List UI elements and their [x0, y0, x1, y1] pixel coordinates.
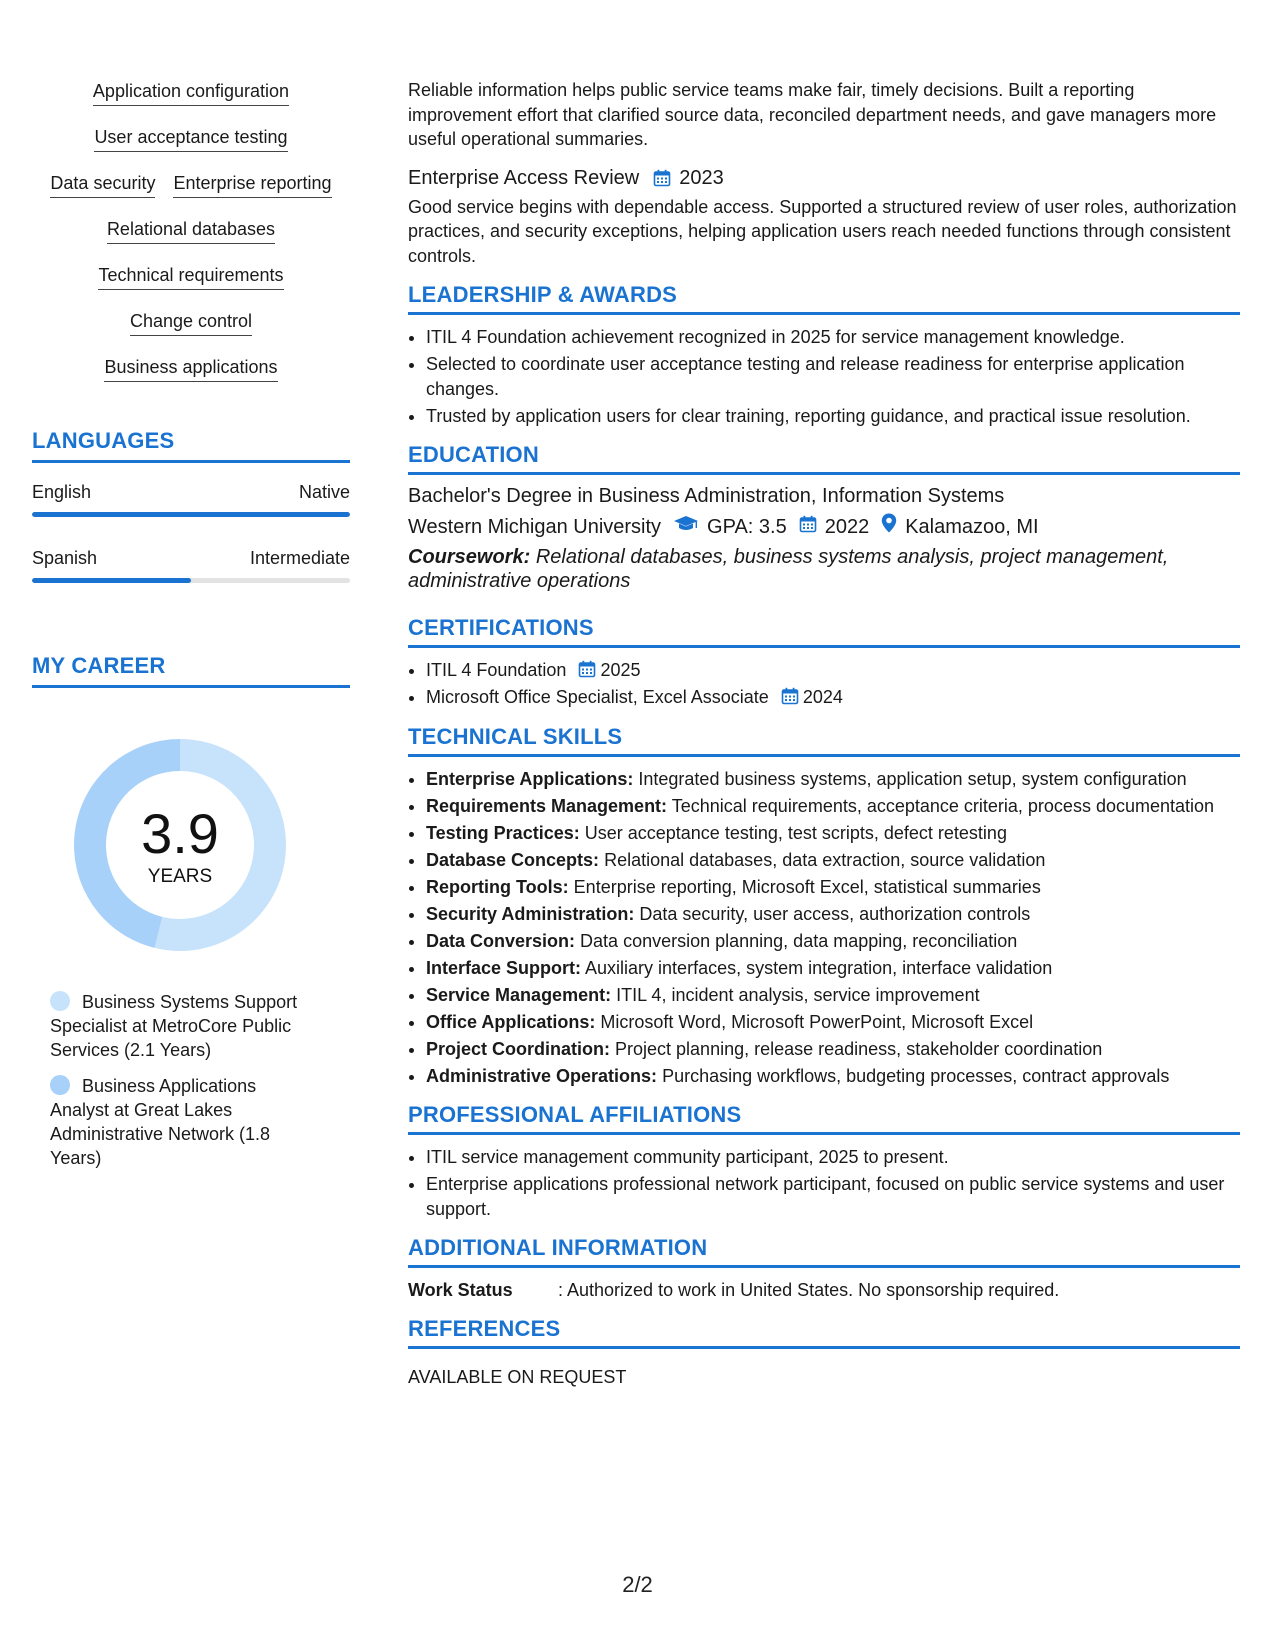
education-title: EDUCATION	[408, 442, 1240, 475]
education-coursework	[408, 545, 1240, 593]
career-total: 3.9	[141, 802, 219, 865]
technical-skill-label: Security Administration:	[426, 903, 635, 924]
skill-tag: Application configuration	[93, 80, 289, 106]
career-legend-item	[50, 1074, 310, 1170]
certification-item	[426, 685, 1240, 710]
technical-skills-list	[426, 767, 1240, 1089]
certification-item	[426, 658, 1240, 683]
skill-row	[93, 80, 289, 106]
language-row	[32, 481, 350, 503]
technical-skill-label: Requirements Management:	[426, 795, 668, 816]
technical-skill-text: Auxiliary interfaces, system integration, interface validation	[585, 957, 1053, 978]
location-pin-icon	[881, 513, 897, 541]
technical-skill-label: Administrative Operations:	[426, 1065, 658, 1086]
work-status-label: Work Status	[408, 1280, 513, 1300]
technical-skill-item	[426, 1037, 1240, 1062]
list-item: • Trusted by application users for clear training, reporting guidance, and practical issue resolution.	[426, 404, 1240, 429]
language-name: Spanish	[32, 548, 98, 568]
technical-skill-label: Data Conversion:	[426, 930, 576, 951]
skill-row	[104, 356, 277, 382]
technical-skill-text: Integrated business systems, application setup, system configuration	[638, 768, 1187, 789]
legend-dot-icon	[50, 991, 70, 1011]
skill-tags	[32, 80, 350, 402]
career-title: MY CAREER	[32, 653, 350, 688]
technical-skill-label: Service Management:	[426, 984, 612, 1005]
career-unit: YEARS	[147, 866, 213, 887]
calendar-icon	[653, 169, 671, 187]
certifications-list	[426, 658, 1240, 710]
education-gpa: GPA: 3.5	[707, 516, 787, 538]
list-item: • Enterprise applications professional network participant, focused on public service systems and user support.	[426, 1172, 1240, 1221]
career-role-label: Business Applications Analyst at Great Lakes Administrative Network (1.8 Years)	[50, 1076, 271, 1168]
project-description: Good service begins with dependable access. Supported a structured review of user roles, authorization practices, and security exceptions, helping application users reach needed functions through consistent controls.	[408, 196, 1237, 266]
language-bar-fill	[32, 578, 191, 583]
technical-skill-text: Data conversion planning, data mapping, reconciliation	[580, 930, 1018, 951]
language-level: Intermediate	[249, 548, 350, 568]
languages-list	[32, 481, 350, 583]
technical-skill-text: Microsoft Word, Microsoft PowerPoint, Microsoft Excel	[600, 1011, 1034, 1032]
technical-skill-item	[426, 956, 1240, 981]
list-item: • Selected to coordinate user acceptance testing and release readiness for enterprise application changes.	[426, 352, 1240, 401]
education-location: Kalamazoo, MI	[905, 516, 1039, 538]
technical-skill-item	[426, 1010, 1240, 1035]
language-name: English	[32, 482, 92, 502]
language-row	[32, 547, 350, 569]
technical-skill-text: User acceptance testing, test scripts, defect retesting	[584, 822, 1007, 843]
skill-row	[50, 172, 331, 198]
leadership-title: LEADERSHIP & AWARDS	[408, 282, 1240, 315]
coursework-label: Coursework:	[408, 546, 531, 568]
education-school: Western Michigan University	[408, 516, 662, 538]
leadership-list	[426, 325, 1240, 428]
affiliations-title: PROFESSIONAL AFFILIATIONS	[408, 1102, 1240, 1135]
skill-tag: Technical requirements	[98, 264, 283, 290]
certification-year: 2024	[802, 687, 843, 707]
skill-row	[130, 310, 252, 336]
career-role-label: Business Systems Support Specialist at MetroCore Public Services (2.1 Years)	[50, 992, 298, 1060]
career-section	[32, 653, 350, 1170]
calendar-icon	[799, 513, 817, 541]
technical-skill-item	[426, 767, 1240, 792]
project-header	[408, 165, 1240, 191]
technical-skill-label: Enterprise Applications:	[426, 768, 634, 789]
technical-skill-label: Database Concepts:	[426, 849, 600, 870]
skill-row	[107, 218, 275, 244]
project-title: Enterprise Access Review	[408, 166, 640, 189]
technical-skill-text: Technical requirements, acceptance criteria, process documentation	[671, 795, 1215, 816]
references-section	[408, 1316, 1240, 1389]
references-title: REFERENCES	[408, 1316, 1240, 1349]
education-section	[408, 442, 1240, 593]
affiliations-list	[426, 1145, 1240, 1221]
skill-tag: Business applications	[104, 356, 277, 382]
technical-skill-text: Data security, user access, authorization controls	[639, 903, 1031, 924]
work-status-row	[408, 1278, 1240, 1302]
skill-row	[98, 264, 283, 290]
graduation-cap-icon	[673, 513, 699, 541]
list-item: • ITIL 4 Foundation achievement recognized in 2025 for service management knowledge.	[426, 325, 1240, 350]
additional-info-section	[408, 1235, 1240, 1302]
technical-skill-text: Relational databases, data extraction, source validation	[604, 849, 1046, 870]
skill-tag: Change control	[130, 310, 252, 336]
technical-skill-label: Testing Practices:	[426, 822, 580, 843]
certifications-section	[408, 615, 1240, 710]
skill-tag: User acceptance testing	[94, 126, 287, 152]
technical-skill-label: Office Applications:	[426, 1011, 596, 1032]
certification-name: Microsoft Office Specialist, Excel Associate	[426, 687, 769, 707]
technical-skill-item	[426, 1064, 1240, 1089]
technical-skill-item	[426, 794, 1240, 819]
certification-year: 2025	[600, 660, 641, 680]
career-legend	[50, 990, 310, 1170]
project-year: 2023	[679, 166, 724, 189]
technical-skills-section	[408, 724, 1240, 1089]
additional-info-title: ADDITIONAL INFORMATION	[408, 1235, 1240, 1268]
calendar-icon	[578, 660, 596, 678]
technical-skill-item	[426, 821, 1240, 846]
skill-tag: Enterprise reporting	[173, 172, 331, 198]
references-text: AVAILABLE ON REQUEST	[408, 1367, 627, 1387]
right-column	[408, 78, 1240, 1389]
skill-tag: Relational databases	[107, 218, 275, 244]
language-bar	[32, 578, 350, 583]
language-item	[32, 481, 350, 517]
technical-skill-item	[426, 929, 1240, 954]
technical-skill-text: Purchasing workflows, budgeting processes, contract approvals	[662, 1065, 1170, 1086]
career-legend-item	[50, 990, 310, 1062]
technical-skill-text: Enterprise reporting, Microsoft Excel, statistical summaries	[573, 876, 1041, 897]
skill-row	[94, 126, 287, 152]
technical-skill-item	[426, 848, 1240, 873]
calendar-icon	[781, 687, 799, 705]
certification-name: ITIL 4 Foundation	[426, 660, 567, 680]
certifications-title: CERTIFICATIONS	[408, 615, 1240, 648]
work-status-value: : Authorized to work in United States. No sponsorship required.	[558, 1280, 1060, 1300]
career-donut	[67, 732, 293, 958]
education-meta	[408, 513, 1240, 541]
language-item	[32, 547, 350, 583]
technical-skill-item	[426, 983, 1240, 1008]
languages-title: LANGUAGES	[32, 428, 350, 463]
technical-skills-title: TECHNICAL SKILLS	[408, 724, 1240, 757]
technical-skill-label: Reporting Tools:	[426, 876, 569, 897]
page-number: 2/2	[622, 1572, 653, 1597]
language-bar	[32, 512, 350, 517]
languages-section	[32, 428, 350, 583]
skill-tag: Data security	[50, 172, 155, 198]
technical-skill-label: Interface Support:	[426, 957, 582, 978]
education-year: 2022	[824, 516, 870, 538]
list-item: • ITIL service management community participant, 2025 to present.	[426, 1145, 1240, 1170]
language-level: Native	[298, 482, 350, 502]
technical-skill-item	[426, 902, 1240, 927]
legend-dot-icon	[50, 1075, 70, 1095]
education-degree: Bachelor's Degree in Business Administration, Information Systems	[408, 485, 1005, 507]
technical-skill-text: ITIL 4, incident analysis, service improvement	[616, 984, 980, 1005]
project-intro: Reliable information helps public service teams make fair, timely decisions. Built a reporting improvement effort that clarified source data, reconciled department needs, and gave managers more useful operational summaries.	[408, 80, 1217, 149]
technical-skill-label: Project Coordination:	[426, 1038, 610, 1059]
leadership-section	[408, 282, 1240, 428]
language-bar-fill	[32, 512, 350, 517]
technical-skill-text: Project planning, release readiness, stakeholder coordination	[615, 1038, 1103, 1059]
left-column	[32, 80, 350, 1182]
coursework-text: Relational databases, business systems analysis, project management, administrative operations	[408, 546, 1169, 592]
affiliations-section	[408, 1102, 1240, 1221]
technical-skill-item	[426, 875, 1240, 900]
